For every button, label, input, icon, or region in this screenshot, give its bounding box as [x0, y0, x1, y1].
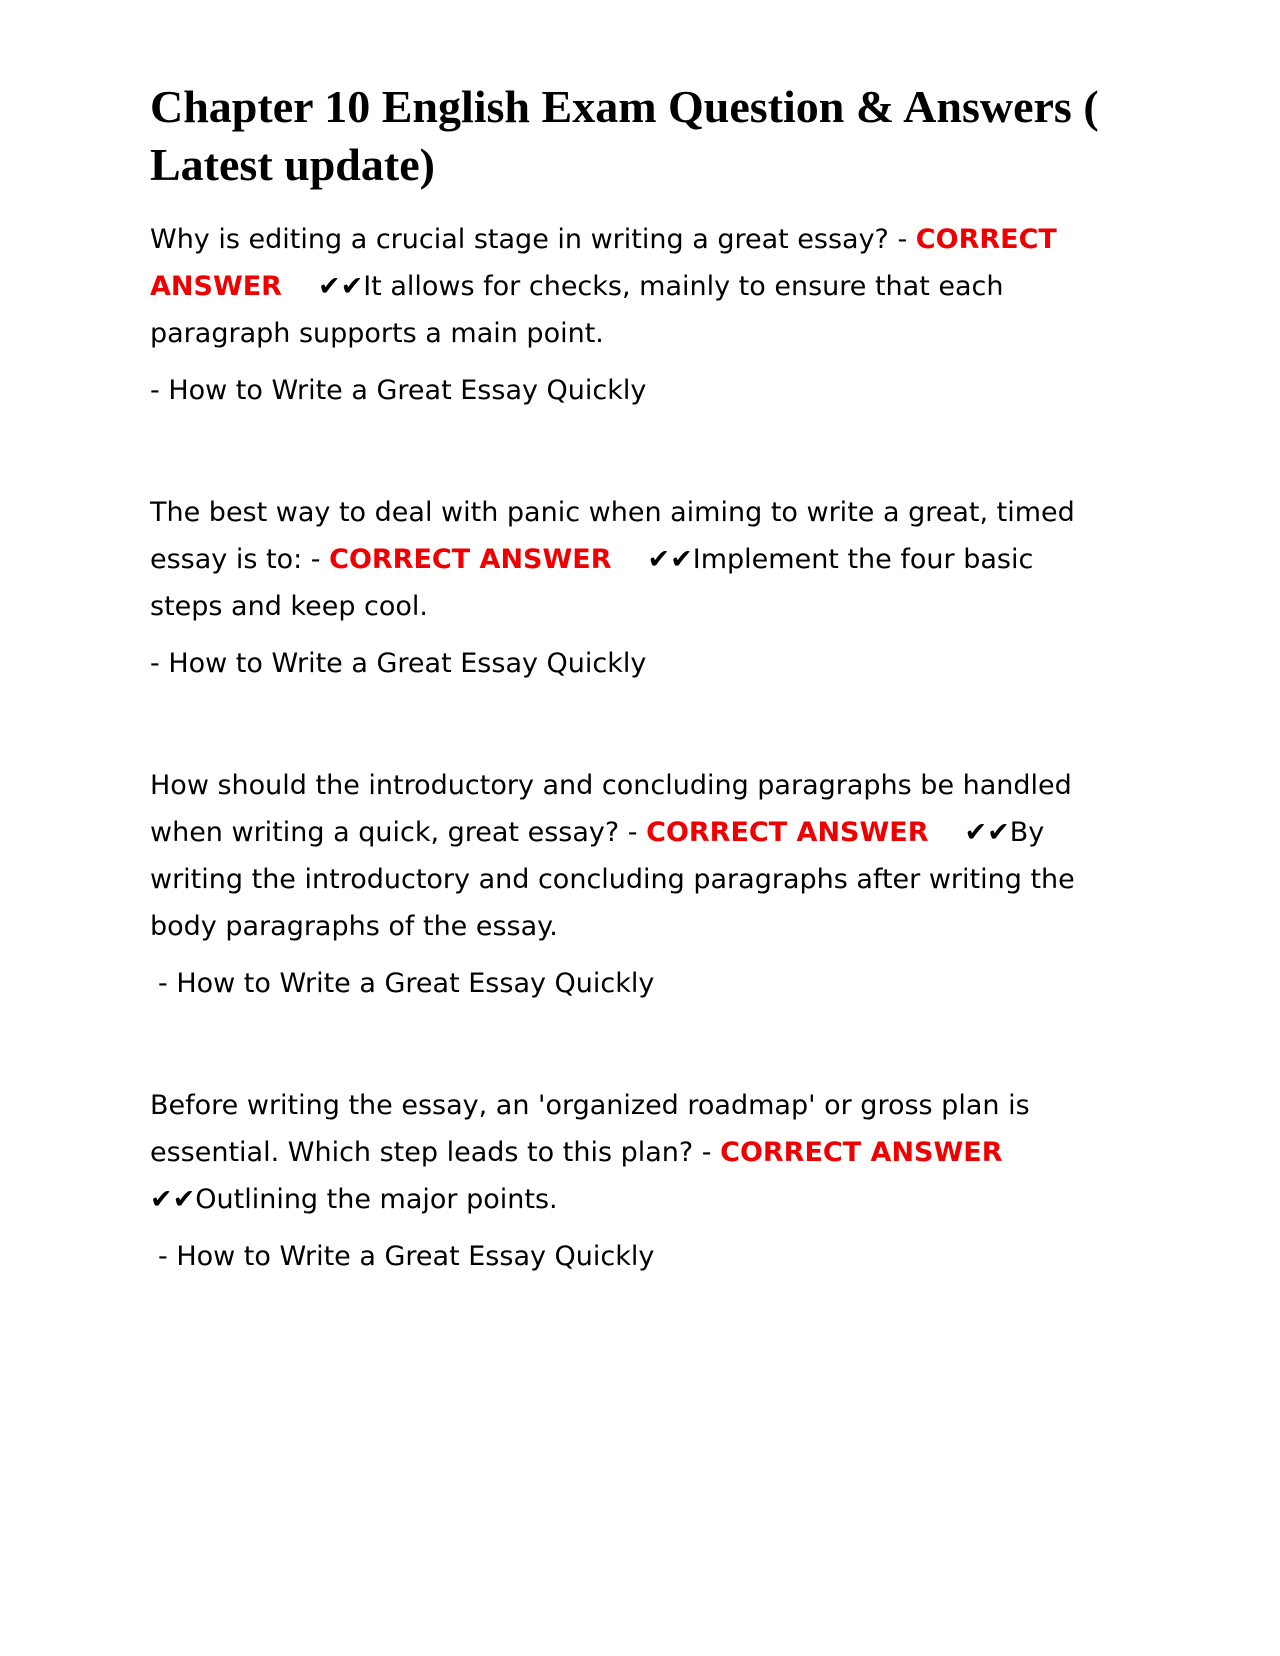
answer-text: Implement the four basic steps and keep cool. [150, 544, 1034, 622]
correct-answer-label: CORRECT ANSWER [646, 817, 929, 848]
qa-item [150, 762, 1100, 1004]
document-page [150, 78, 1100, 1355]
question-text: How should the introductory and concluding paragraphs be handled when writing a quick, great essay? - [150, 770, 1072, 848]
qa-item [150, 1082, 1100, 1277]
source-text: - How to Write a Great Essay Quickly [150, 648, 647, 679]
qa-item [150, 489, 1100, 684]
answer-text: It allows for checks, mainly to ensure that each paragraph supports a main point. [150, 271, 1004, 349]
question-text: Before writing the essay, an 'organized roadmap' or gross plan is essential. Which step leads to this plan? - [150, 1090, 1030, 1168]
page-title: Chapter 10 English Exam Question & Answers ( Latest update) [150, 81, 1099, 190]
correct-answer-label: CORRECT ANSWER [720, 1137, 1003, 1168]
source-text: - How to Write a Great Essay Quickly [158, 1241, 655, 1272]
qa-paragraph [150, 216, 1100, 357]
source-text: - How to Write a Great Essay Quickly [150, 375, 647, 406]
correct-answer-label: CORRECT ANSWER [329, 544, 612, 575]
double-check-icon: ✔✔ [317, 271, 364, 302]
answer-text: By writing the introductory and concluding paragraphs after writing the body paragraphs of the essay. [150, 817, 1075, 942]
double-check-icon: ✔✔ [964, 817, 1010, 848]
question-text: Why is editing a crucial stage in writing a great essay? - [150, 224, 916, 255]
answer-text: Outlining the major points. [195, 1184, 558, 1215]
qa-item [150, 216, 1100, 411]
qa-paragraph [150, 762, 1100, 950]
source-text: - How to Write a Great Essay Quickly [158, 968, 655, 999]
qa-paragraph [150, 489, 1100, 630]
double-check-icon: ✔✔ [647, 544, 693, 575]
question-text: The best way to deal with panic when aiming to write a great, timed essay is to: - [150, 497, 1075, 575]
correct-answer-label: CORRECT ANSWER [150, 224, 1057, 302]
qa-paragraph [150, 1082, 1100, 1223]
double-check-icon: ✔✔ [150, 1184, 196, 1215]
